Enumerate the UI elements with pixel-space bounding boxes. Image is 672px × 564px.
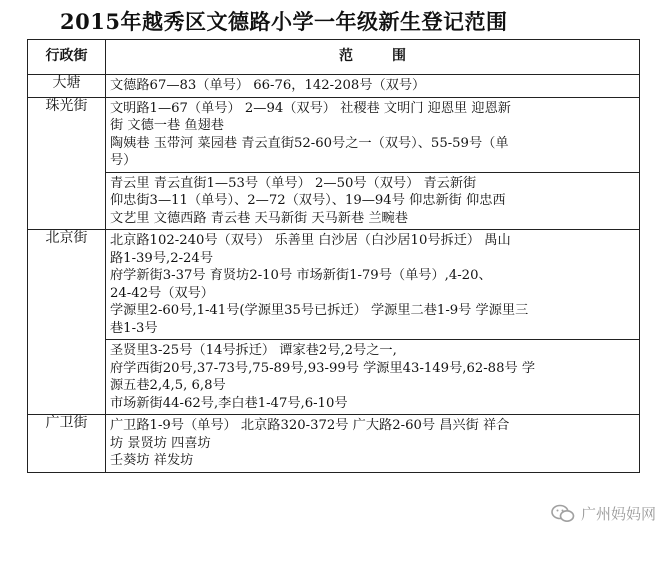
range-line: 24-42号（双号） bbox=[110, 285, 214, 301]
range-line: 文德路67—83（单号） 66-76，142-208号（双号） bbox=[110, 78, 426, 93]
street-name: 北京街 bbox=[28, 230, 106, 415]
range-line: 广卫路1-9号（单号） 北京路320-372号 广大路2-60号 昌兴街 祥合 bbox=[110, 418, 510, 433]
range-cell bbox=[106, 340, 640, 415]
table-header-row bbox=[28, 40, 640, 75]
range-line: 陶姨巷 玉带河 菜园巷 青云直街52-60号之一（双号）、55-59号（单 bbox=[110, 135, 509, 151]
range-cell bbox=[106, 172, 640, 230]
table-row bbox=[28, 75, 640, 98]
header-range: 范 围 bbox=[106, 40, 640, 75]
range-line: 圣贤里3-25号（14号拆迁） 谭家巷2号,2号之一, bbox=[110, 343, 397, 358]
table-row bbox=[28, 172, 640, 230]
range-line: 青云里 青云直街1—53号（单号） 2—50号（双号） 青云新街 bbox=[110, 175, 477, 191]
watermark-text: 广州妈妈网 bbox=[580, 505, 656, 523]
range-line: 文艺里 文德西路 青云巷 天马新街 天马新巷 兰畹巷 bbox=[110, 210, 408, 226]
range-line: 仰忠街3—11（单号）、2—72（双号）、19—94号 仰忠新街 仰忠西 bbox=[110, 193, 506, 208]
watermark bbox=[551, 503, 656, 524]
table-body bbox=[28, 75, 640, 473]
range-line: 市场新街44-62号,李白巷1-47号,6-10号 bbox=[110, 395, 348, 411]
range-line: 路1-39号,2-24号 bbox=[110, 250, 214, 266]
header-street: 行政街 bbox=[28, 40, 106, 75]
range-line: 学源里2-60号,1-41号(学源里35号已拆迁） 学源里二巷1-9号 学源里三 bbox=[110, 303, 529, 318]
table-row bbox=[28, 415, 640, 473]
range-line: 府学新街3-37号 育贤坊2-10号 市场新街1-79号（单号）,4-20、 bbox=[110, 268, 492, 283]
range-line: 北京路102-240号（双号） 乐善里 白沙居（白沙居10号拆迁） 禺山 bbox=[110, 233, 511, 248]
table-row bbox=[28, 340, 640, 415]
range-cell bbox=[106, 97, 640, 172]
range-line: 府学西街20号,37-73号,75-89号,93-99号 学源里43-149号,62-88号 学 bbox=[110, 360, 536, 376]
wechat-icon bbox=[551, 504, 575, 524]
range-line: 壬葵坊 祥发坊 bbox=[110, 453, 194, 468]
range-line: 街 文德一巷 鱼翅巷 bbox=[110, 118, 224, 133]
table-row bbox=[28, 230, 640, 340]
street-name: 广卫街 bbox=[28, 415, 106, 473]
range-cell bbox=[106, 230, 640, 340]
registration-table bbox=[27, 39, 640, 473]
range-line: 号） bbox=[110, 153, 137, 168]
table-row bbox=[28, 97, 640, 172]
street-name: 大塘 bbox=[28, 75, 106, 98]
page-title: 2015年越秀区文德路小学一年级新生登记范围 bbox=[60, 9, 508, 34]
range-cell bbox=[106, 415, 640, 473]
street-name: 珠光街 bbox=[28, 97, 106, 230]
range-line: 巷1-3号 bbox=[110, 320, 158, 336]
range-line: 坊 景贤坊 四喜坊 bbox=[110, 435, 211, 451]
range-line: 源五巷2,4,5, 6,8号 bbox=[110, 378, 226, 393]
range-line: 文明路1—67（单号） 2—94（双号） 社稷巷 文明门 迎恩里 迎恩新 bbox=[110, 100, 511, 116]
range-cell bbox=[106, 75, 640, 98]
